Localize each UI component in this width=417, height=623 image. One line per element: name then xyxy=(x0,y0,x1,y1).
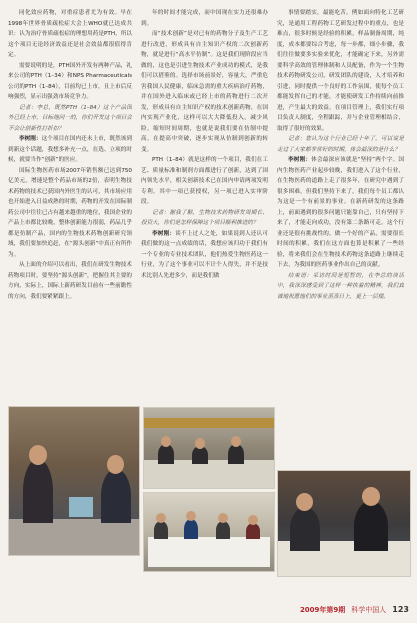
photo-conference xyxy=(143,407,275,489)
paragraph: 从上面的介绍可以看出，我们在研发生物技术药物项目时，要坚持“源头创新”，把握住其主要的方向，实际上，国际上新药研发目前有一些前瞻性的方向，我们要紧紧跟上。 xyxy=(8,262,132,300)
page-footer xyxy=(300,605,409,615)
paragraph: 年的时间才能完成，而中国现在实力还很难办到。 xyxy=(141,10,268,27)
photo-banquet xyxy=(143,492,275,572)
paragraph: PTH（1–84）就是这样的一个项目，我们在工艺、质量标准和制剂方面都进行了创新，达到了国内领先水平，相关创新技术已在国内申请两项发明专利。其中一项已获授权，另一项已进入实审阶段。 xyxy=(141,157,268,205)
answer-text: 谈不上过人之处，如果说到人还认可我们做的这一点成绩的话，我想应该归功于我们有一个专业的专业技术团队，他们热爱生物医药这一行业，为了这个事业可以不计个人得失，并不是技术比别人先进多少，而是我们做 xyxy=(141,230,268,279)
article-column-2 xyxy=(141,8,268,412)
answer-text: 这个项目在国内还未上市，既然该到到新这个话题，我想多补充一点，在选、立项的时候，就要当作“创新”的医应。 xyxy=(8,136,132,163)
answer-speaker: 李树刚： xyxy=(152,230,176,237)
article-column-1 xyxy=(8,8,132,404)
answer-text: 体会最深应该就是“坚持”两个字。国内生物医药产业起步较晚，我们进入了这个行业，在生物医药的道路上走了很多年，在研究中遇到了很多困难，但我们坚持下来了，我们每个员工都认为这是一个有前景的事业。在新药研发的这条路上，前面遇到的很多问题只能靠自己，只有坚持下来了，才能走向成功，没有第二条路可走。这个行业还是很有挑战性的，做一个好的产品，需要很长时间的积累，我们在这方面也算是积累了一些经验，将来我们会在生物技术药物这条道路上继续走下去，为我国的医药事业作出自己的贡献。 xyxy=(277,157,404,268)
paragraph: 需要说明的是，PTH国外开发有两种产品，礼来公司的PTH（1–34）和NPS Pharmaceuticals公司的PTH（1–84），目前均已上市，且上市后反响强烈，显示出强劲市场竞争力。 xyxy=(8,62,132,100)
interview-question: 记者：李总，既然PTH（1–84）这个产品国外已经上市，目标地同一的，你们开发这个项目会不会让创新性打折扣？ xyxy=(8,104,132,132)
photo-office-meeting xyxy=(8,406,140,556)
article-column-3 xyxy=(277,8,404,473)
interview-answer xyxy=(277,155,404,271)
interview-question: 记者：据我了解，生物技术药物研发周期长、投资大，你们是怎样保障这个项目顺利推进的？ xyxy=(141,209,268,226)
photo-interview xyxy=(277,470,411,577)
paragraph: 同化效应药物，对重症患者尤为有效。早在1998年世界骨质疏松症大会上WHO就已达成共识：认为治疗骨质疏松症的理想用药是PTH，所以这个项目无论经济效益还是社会效益都很值得肯定。 xyxy=(8,10,132,58)
interview-question: 记者：您认为这个行业已经十年了，可以说是走过了大家都非常好的时期，体会最深的是什么？ xyxy=(277,136,404,153)
answer-speaker: 李树刚： xyxy=(288,157,312,163)
page-number: 123 xyxy=(392,605,409,614)
paragraph: 事情要踏实，最能吃苦。例如面向特化工艺研究，是通用工程药物工艺研发过程中的重点，也是难点，很多时候是经验的积累，样品制备周期，纯度，成本都要综合考虑，每一步都，细小步骤，我们往往做要多实验来优化，才能确定下来，另外需要科学高效的管理体制和人员配备，作为一个生物技术药物研发公司，研发团队的建设，人才培养和引进，同时提供一个良好的工作氛围，使每个员工都能发挥自己的才能，才能使研发工作持续向前推进，产生最大的效益。在项目管理上，我们实行项目负责人制度，全程跟踪，并与企业管理相结合，取得了很好的效果。 xyxy=(277,10,404,132)
answer-speaker: 李树刚： xyxy=(19,136,42,142)
closing-remark: 结束语：采访时间是短暂的，在李总的谈话中，我深深感受到了这样一种执着的精神，我们真诚地祝愿他们的事业蒸蒸日上，更上一层楼。 xyxy=(277,272,404,300)
magazine-name: 科学中国人 xyxy=(351,606,387,614)
paragraph: 国际生物医药市场2007年销售额已达到750亿美元，增速是整个药品市场的2倍，表明生物技术药物的技术已获国内外医生的认可，其市场应用也开始进入日益成熟的时期，药物的开发在国际制药公司中往往已占有越来越重的地位，我国企业的产品上市都比较晚，整体创新能力很弱，药品几乎都是仿制产品，国内的生物技术药物创新研究领域，我们要加快追赶，在“源头创新”中真正有所作为。 xyxy=(8,167,132,258)
interview-answer xyxy=(141,229,268,282)
interview-answer xyxy=(8,134,132,166)
issue-label: 2009年第9期 xyxy=(299,606,346,614)
paragraph: 而“技术创新”是对已有的药物分子及生产工艺进行改进，形成具有自主知识产权的二次创新药物，就是进行“高水平仿制”。这是我们现阶段应当做的，这也是引进生物技术产业成功的模式，是我们可以借鉴的。选择市场前景好，容量大，严重危害我国人民健康，临床急需的重大疾病治疗药物，并在国外进入临床或已经上市的药物进行二次开发，形成具有自主知识产权的技术创新药物，在国内实现产业化，这样可以大大降低投入，减少风险，缩短时间周期，也就是说我们要在仿制中提高，在提高中突破，逐步实现从仿制到创新的转变。 xyxy=(141,31,268,153)
